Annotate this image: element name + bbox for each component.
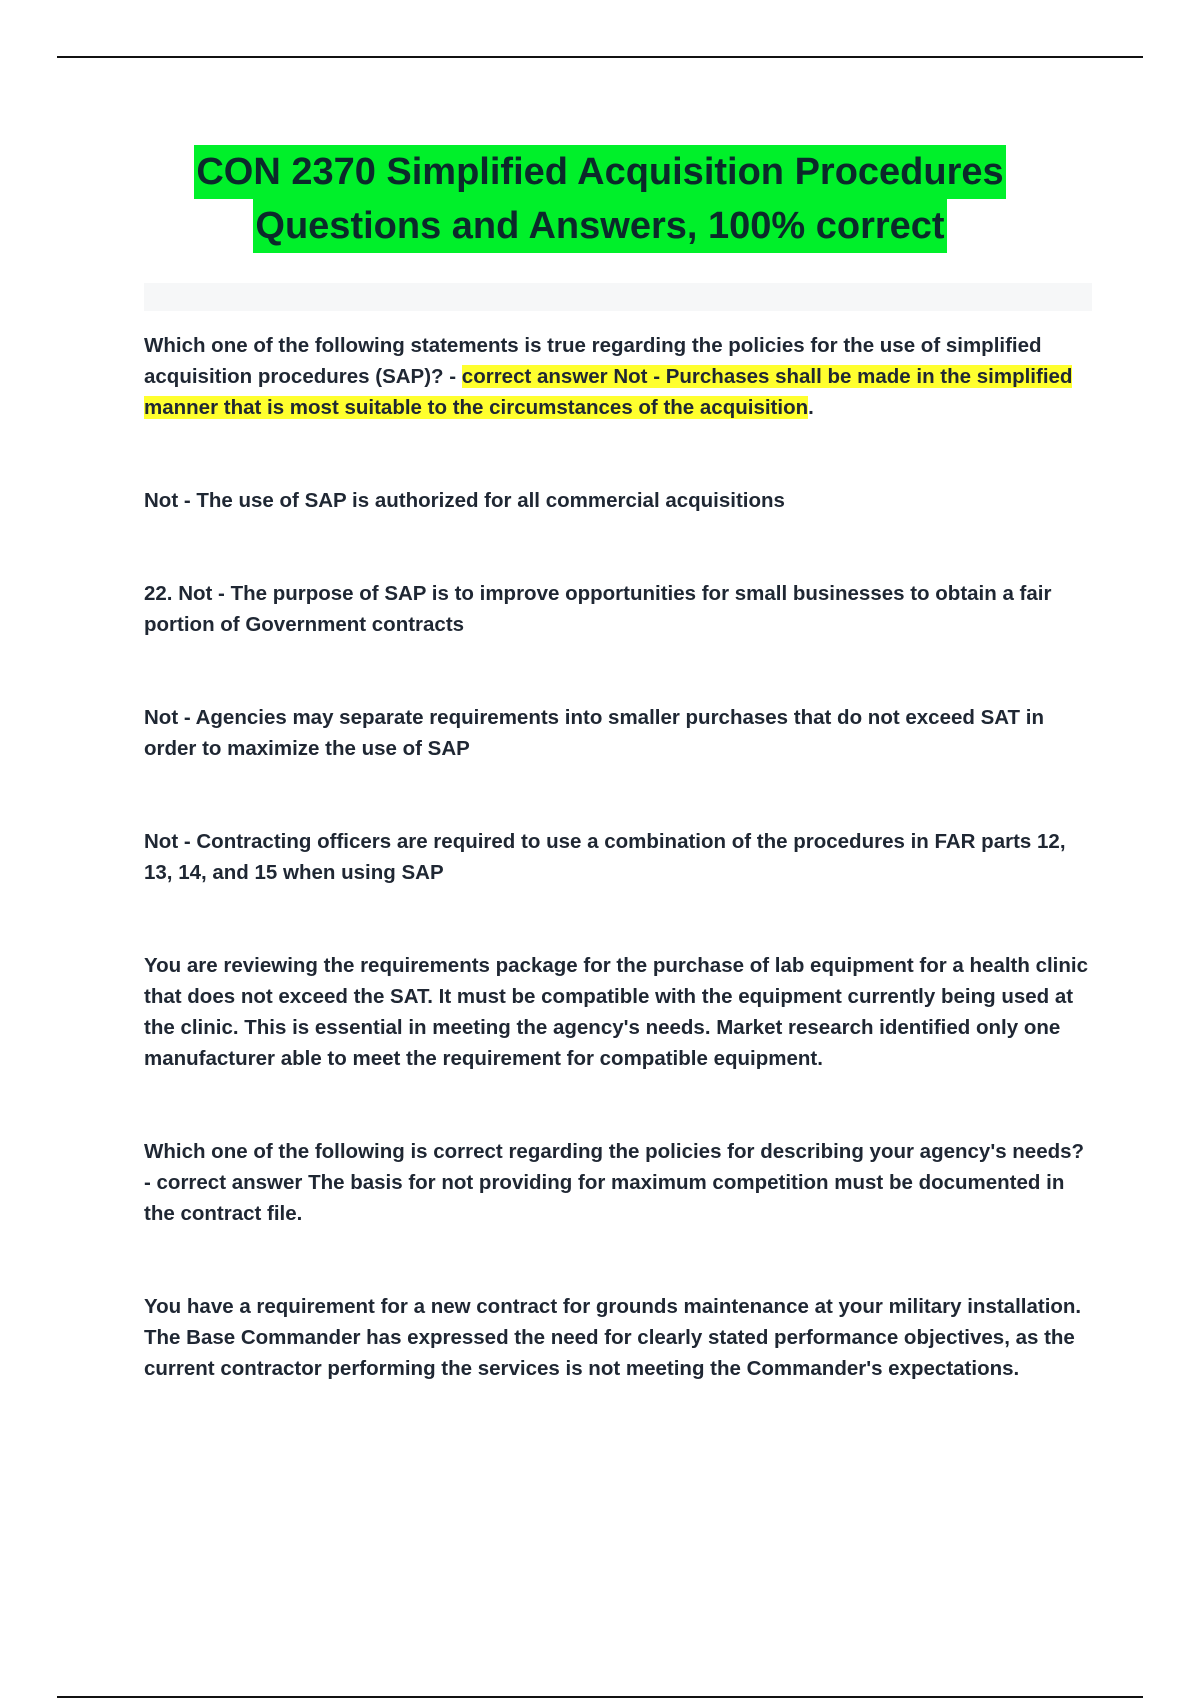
bottom-rule: [57, 1696, 1143, 1698]
paragraph-question-2: Which one of the following is correct regarding the policies for describing your agency's needs? - correct answer The basis for not providing for maximum competition must be documented in the contract file.: [144, 1140, 1085, 1225]
paragraph-question-1: [144, 330, 1094, 423]
title-line-2: Questions and Answers, 100% correct: [253, 199, 946, 253]
paragraph-scenario: You have a requirement for a new contract for grounds maintenance at your military installation. The Base Commander has expressed the need for clearly stated performance objectives, as the current contractor performing the services is not meeting the Commander's expectations.: [144, 1295, 1082, 1380]
highlighted-answer: correct answer Not - Purchases shall be made in the simplified manner that is most suitable to the circumstances of the acquisition: [144, 365, 1073, 419]
paragraph-option: 22. Not - The purpose of SAP is to improve opportunities for small businesses to obtain a fair portion of Government contracts: [144, 582, 1052, 636]
paragraph-option: Not - Agencies may separate requirements into smaller purchases that do not exceed SAT in order to maximize the use of SAP: [144, 706, 1044, 760]
question-text: Which one of the following statements is true regarding the policies for the use of simplified acquisition procedures (SAP)? -: [144, 334, 1042, 388]
page-title: [0, 145, 1200, 253]
question-tail: .: [808, 396, 814, 419]
top-rule: [57, 56, 1143, 58]
paragraph-scenario: You are reviewing the requirements package for the purchase of lab equipment for a health clinic that does not exceed the SAT. It must be compatible with the equipment currently being used at the clinic. This is essential in meeting the agency's needs. Market research identified only one manufacturer able to meet the requirement for compatible equipment.: [144, 954, 1088, 1070]
separator-band: [144, 283, 1092, 311]
paragraph-option: Not - Contracting officers are required to use a combination of the procedures in FAR parts 12, 13, 14, and 15 when using SAP: [144, 830, 1066, 884]
document-body: [144, 330, 1094, 1446]
title-line-1: CON 2370 Simplified Acquisition Procedures: [194, 145, 1005, 199]
paragraph-option: Not - The use of SAP is authorized for all commercial acquisitions: [144, 489, 785, 512]
